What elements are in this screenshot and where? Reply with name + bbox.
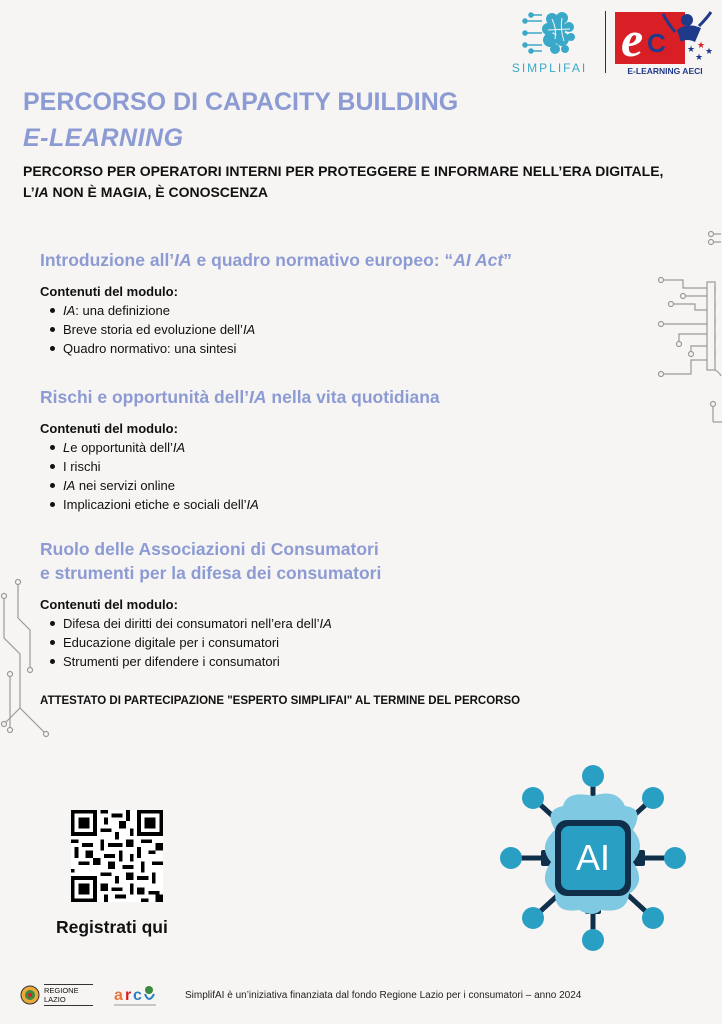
module-3 xyxy=(40,537,640,671)
page-subtitle: E-LEARNING xyxy=(23,124,184,152)
svg-text:r: r xyxy=(125,987,132,1004)
simplifai-label: SIMPLIFAI xyxy=(511,61,588,75)
circuit-decoration-left xyxy=(0,578,56,746)
module-contents-list xyxy=(40,614,640,671)
svg-text:c: c xyxy=(133,987,142,1004)
list-item: Implicazioni etiche e sociali dell’IA xyxy=(40,495,640,514)
aeci-logo xyxy=(614,8,716,76)
list-item: Difesa dei diritti dei consumatori nell’era dell’IA xyxy=(40,614,640,633)
svg-text:a: a xyxy=(114,987,123,1004)
tagline xyxy=(23,161,713,203)
aeci-label: E-LEARNING AECI xyxy=(627,66,703,76)
list-item: I rischi xyxy=(40,457,640,476)
svg-text:★: ★ xyxy=(705,46,714,56)
module-contents-list xyxy=(40,438,640,514)
list-item: Le opportunità dell’IA xyxy=(40,438,640,457)
header-logos xyxy=(502,8,716,76)
ai-badge-text: AI xyxy=(575,837,611,878)
regione-lazio-logo xyxy=(20,984,93,1006)
module-1 xyxy=(40,248,640,358)
logo-divider xyxy=(605,11,606,73)
module-title: Ruolo delle Associazioni di Consumatori e strumenti per la difesa dei consumatori xyxy=(40,539,382,583)
page-title: PERCORSO DI CAPACITY BUILDING xyxy=(23,88,459,116)
contents-label: Contenuti del modulo: xyxy=(40,597,178,612)
register-label[interactable]: Registrati qui xyxy=(56,917,168,937)
svg-text:e: e xyxy=(621,11,644,64)
circuit-decoration-right xyxy=(655,224,722,430)
qr-code[interactable] xyxy=(71,810,163,902)
module-title: Rischi e opportunità dell’IA nella vita quotidiana xyxy=(40,387,440,407)
simplifai-logo xyxy=(502,9,597,75)
module-contents-list xyxy=(40,301,640,358)
tagline-line-2: L’IA NON È MAGIA, È CONOSCENZA xyxy=(23,184,269,200)
contents-label: Contenuti del modulo: xyxy=(40,284,178,299)
list-item: IA nei servizi online xyxy=(40,476,640,495)
brain-circuit-icon xyxy=(522,9,578,59)
list-item: Breve storia ed evoluzione dell’IA xyxy=(40,320,640,339)
svg-text:★: ★ xyxy=(687,44,696,54)
module-2 xyxy=(40,385,640,514)
certificate-note: ATTESTATO DI PARTECIPAZIONE "ESPERTO SIMPLIFAI" AL TERMINE DEL PERCORSO xyxy=(40,695,521,707)
arc-association-logo-icon xyxy=(112,982,158,1008)
regione-lazio-emblem-icon xyxy=(20,985,40,1005)
footer-funding-note: SimplifAI è un’iniziativa finanziata dal fondo Regione Lazio per i consumatori – anno 2024 xyxy=(185,990,582,1001)
aeci-emblem-icon xyxy=(615,8,715,64)
list-item: Strumenti per difendere i consumatori xyxy=(40,652,640,671)
svg-text:C: C xyxy=(647,28,666,58)
tagline-line-1: PERCORSO PER OPERATORI INTERNI PER PROTEGGERE E INFORMARE NELL’ERA DIGITALE, xyxy=(23,163,664,179)
ai-chip-icon xyxy=(497,762,689,954)
regione-lazio-text: REGIONE LAZIO xyxy=(44,984,93,1006)
svg-text:★: ★ xyxy=(695,52,704,62)
contents-label: Contenuti del modulo: xyxy=(40,421,178,436)
module-title: Introduzione all’IA e quadro normativo europeo: “AI Act” xyxy=(40,250,512,270)
list-item: IA: una definizione xyxy=(40,301,640,320)
footer xyxy=(0,980,722,1010)
svg-text:★: ★ xyxy=(697,40,706,50)
list-item: Quadro normativo: una sintesi xyxy=(40,339,640,358)
list-item: Educazione digitale per i consumatori xyxy=(40,633,640,652)
